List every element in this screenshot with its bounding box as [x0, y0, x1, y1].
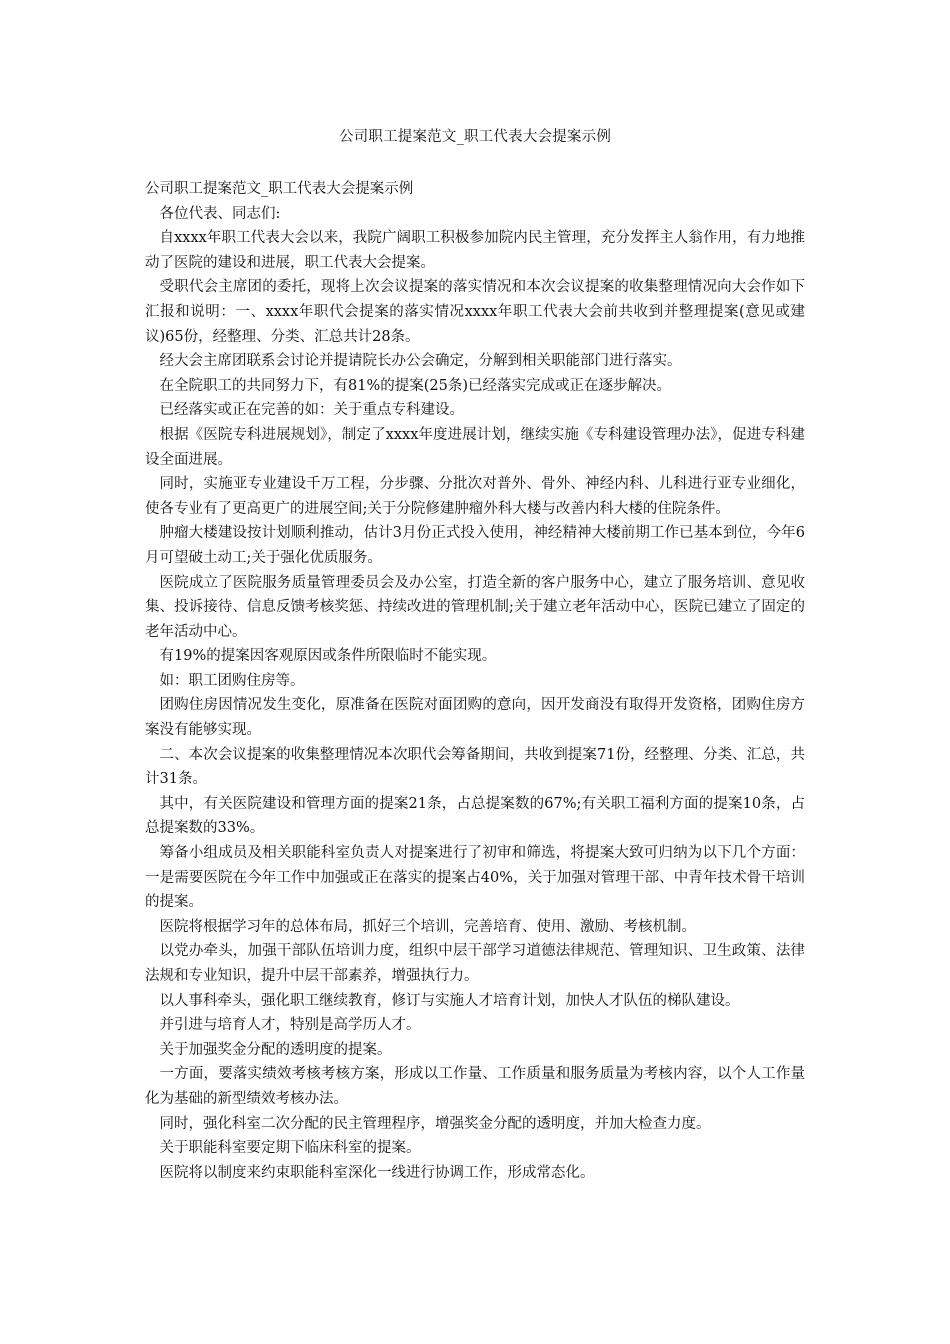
paragraph: 受职代会主席团的委托，现将上次会议提案的落实情况和本次会议提案的收集整理情况向大会作如下汇报和说明：一、xxxx年职代会提案的落实情况xxxx年职工代表大会前共收到并整理提案(意见或建议)65份，经整理、分类、汇总共计28条。 — [145, 279, 805, 345]
paragraph-salutation: 各位代表、同志们: — [159, 205, 281, 222]
body-heading: 公司职工提案范文_职工代表大会提案示例 — [145, 181, 414, 197]
paragraph: 在全院职工的共同努力下，有81%的提案(25条)已经落实完成或正在逐步解决。 — [159, 377, 671, 394]
paragraph: 肿瘤大楼建设按计划顺利推动，估计3月份正式投入使用，神经精神大楼前期工作已基本到位，今年6月可望破土动工;关于强化优质服务。 — [145, 525, 805, 566]
paragraph: 自xxxx年职工代表大会以来，我院广阔职工积极参加院内民主管理，充分发挥主人翁作用，有力地推动了医院的建设和进展，职工代表大会提案。 — [145, 230, 805, 271]
paragraph: 有19%的提案因客观原因或条件所限临时不能实现。 — [159, 648, 497, 665]
paragraph: 关于加强奖金分配的透明度的提案。 — [159, 1041, 392, 1058]
paragraph: 医院将以制度来约束职能科室深化一线进行协调工作，形成常态化。 — [159, 1164, 595, 1181]
paragraph: 以人事科牵头，强化职工继续教育，修订与实施人才培育计划，加快人才队伍的梯队建设。 — [159, 992, 740, 1009]
document-body — [145, 177, 805, 1185]
paragraph: 一方面，要落实绩效考核考核方案，形成以工作量、工作质量和服务质量为考核内容，以个人工作量化为基础的新型绩效考核办法。 — [145, 1066, 805, 1107]
paragraph: 如：职工团购住房等。 — [159, 672, 305, 689]
paragraph: 经大会主席团联系会讨论并提请院长办公会确定，分解到相关职能部门进行落实。 — [159, 353, 682, 370]
paragraph: 同时，强化科室二次分配的民主管理程序，增强奖金分配的透明度，并加大检查力度。 — [159, 1115, 711, 1132]
paragraph: 并引进与培育人才，特别是高学历人才。 — [159, 1017, 421, 1034]
paragraph: 医院成立了医院服务质量管理委员会及办公室，打造全新的客户服务中心，建立了服务培训、意见收集、投诉接待、信息反馈考核奖惩、持续改进的管理机制;关于建立老年活动中心，医院已建立了固定的老年活动中心。 — [145, 574, 805, 640]
paragraph: 二、本次会议提案的收集整理情况本次职代会筹备期间，共收到提案71份，经整理、分类、汇总，共计31条。 — [145, 746, 805, 788]
paragraph: 以党办牵头，加强干部队伍培训力度，组织中层干部学习道德法律规范、管理知识、卫生政策、法律法规和专业知识，提升中层干部素养，增强执行力。 — [145, 943, 805, 984]
paragraph: 筹备小组成员及相关职能科室负责人对提案进行了初审和筛选，将提案大致可归纳为以下几个方面：一是需要医院在今年工作中加强或正在落实的提案占40%，关于加强对管理干部、中青年技术骨干培训的提案。 — [145, 845, 805, 911]
document-title: 公司职工提案范文_职工代表大会提案示例 — [338, 129, 612, 145]
paragraph: 根据《医院专科进展规划》，制定了xxxx年度进展计划，继续实施《专科建设管理办法》，促进专科建设全面进展。 — [145, 426, 805, 468]
paragraph: 其中，有关医院建设和管理方面的提案21条，占总提案数的67%;有关职工福利方面的提案10条，占总提案数的33%。 — [145, 795, 805, 837]
paragraph: 关于职能科室要定期下临床科室的提案。 — [159, 1140, 421, 1157]
paragraph: 已经落实或正在完善的如：关于重点专科建设。 — [159, 402, 464, 419]
paragraph: 同时，实施亚专业建设千万工程，分步骤、分批次对普外、骨外、神经内科、儿科进行亚专业细化，使各专业有了更高更广的进展空间;关于分院修建肿瘤外科大楼与改善内科大楼的住院条件。 — [145, 476, 805, 517]
paragraph: 团购住房因情况发生变化，原准备在医院对面团购的意向，因开发商没有取得开发资格，团购住房方案没有能够实现。 — [145, 697, 805, 739]
paragraph: 医院将根据学习年的总体布局，抓好三个培训，完善培育、使用、激励、考核机制。 — [159, 918, 696, 935]
